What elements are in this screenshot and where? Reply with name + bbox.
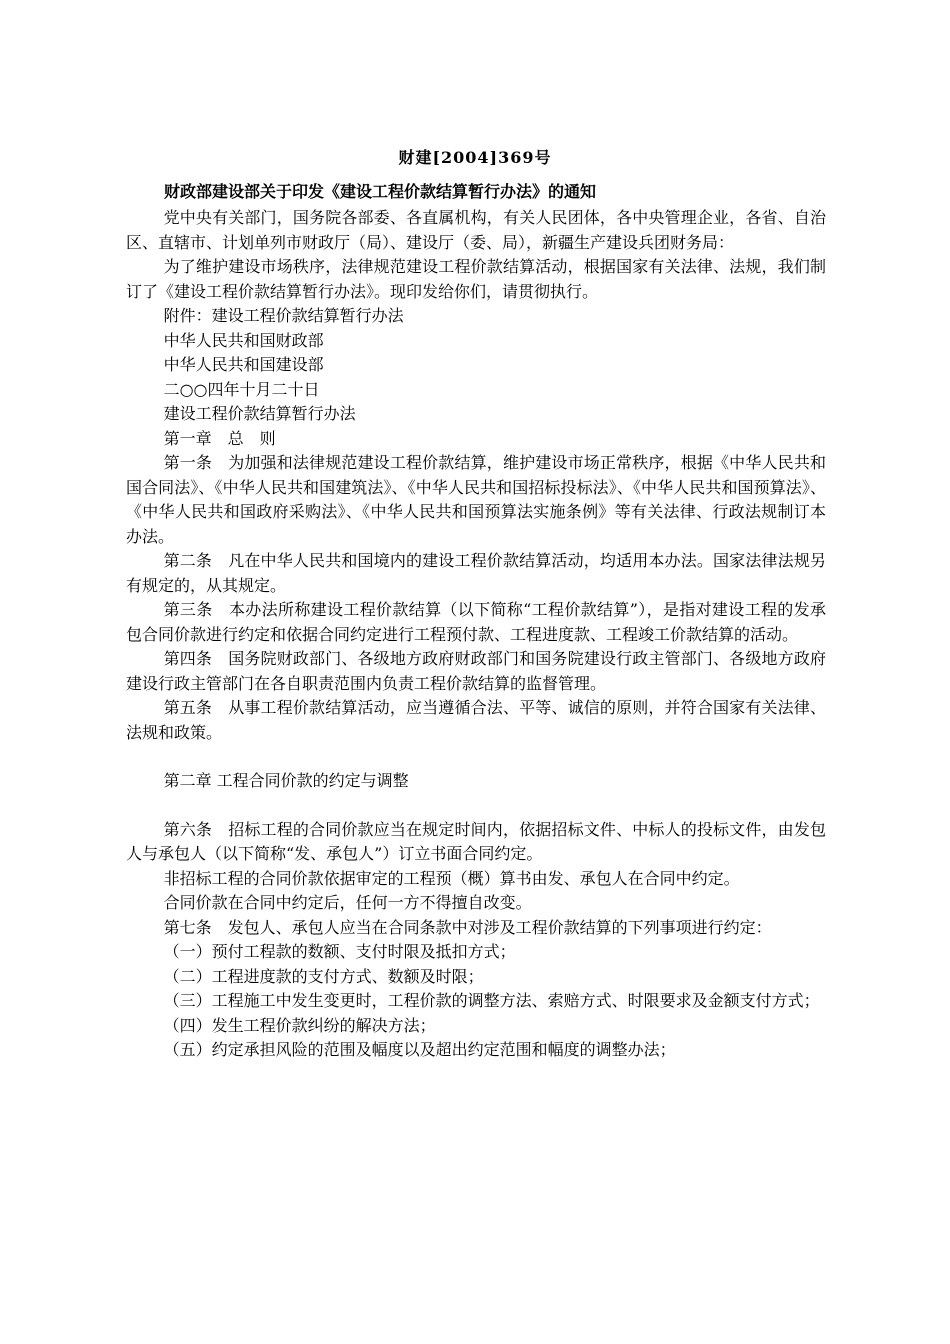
article-7-item-2: （二）工程进度款的支付方式、数额及时限； — [163, 966, 484, 986]
article-7-item-3: （三）工程施工中发生变更时，工程价款的调整方法、索赔方式、时限要求及金额支付方式； — [163, 991, 820, 1010]
chapter-1-heading: 第一章 总 则 — [163, 428, 276, 448]
attachment-line: 附件：建设工程价款结算暂行办法 — [163, 306, 404, 325]
document-body — [126, 206, 826, 1063]
issue-date: 二○○四年十月二十日 — [163, 379, 320, 399]
article-5: 第五条 从事工程价款结算活动，应当遵循合法、平等、诚信的原则，并符合国家有关法律、法规和政策。 — [126, 698, 826, 742]
article-2: 第二条 凡在中华人民共和国境内的建设工程价款结算活动，均适用本办法。国家法律法规另有规定的，从其规定。 — [126, 551, 826, 595]
notice-paragraph: 为了维护建设市场秩序，法律规范建设工程价款结算活动，根据国家有关法律、法规，我们制订了《建设工程价款结算暂行办法》。现印发给你们，请贯彻执行。 — [126, 257, 826, 301]
chapter-2-heading: 第二章 工程合同价款的约定与调整 — [163, 771, 409, 790]
issuer-ministry-of-finance: 中华人民共和国财政部 — [163, 330, 324, 350]
addressees-paragraph: 党中央有关部门，国务院各部委、各直属机构，有关人民团体，各中央管理企业，各省、自治区、直辖市、计划单列市财政厅（局）、建设厅（委、局），新疆生产建设兵团财务局： — [126, 208, 826, 252]
article-3: 第三条 本办法所称建设工程价款结算（以下简称“工程价款结算”），是指对建设工程的发承包合同价款进行约定和依据合同约定进行工程预付款、工程进度款、工程竣工价款结算的活动。 — [126, 600, 826, 644]
issuer-ministry-of-construction: 中华人民共和国建设部 — [163, 355, 324, 374]
measures-title: 建设工程价款结算暂行办法 — [163, 404, 356, 423]
article-7: 第七条 发包人、承包人应当在合同条款中对涉及工程价款结算的下列事项进行约定： — [163, 917, 772, 937]
article-7-item-5: （五）约定承担风险的范围及幅度以及超出约定范围和幅度的调整办法； — [163, 1040, 676, 1059]
article-6-clause-3: 合同价款在合同中约定后，任何一方不得擅自改变。 — [163, 893, 532, 912]
article-1: 第一条 为加强和法律规范建设工程价款结算，维护建设市场正常秩序，根据《中华人民共和国合同法》、《中华人民共和国建筑法》、《中华人民共和国招标投标法》、《中华人民共和国预算法》、《中华人民共和国政府采购法》、《中华人民共和国预算法实施条例》等有关法律、行政法规制订本办法。 — [126, 453, 826, 546]
article-6: 第六条 招标工程的合同价款应当在规定时间内，依据招标文件、中标人的投标文件，由发包人与承包人（以下简称“发、承包人”）订立书面合同约定。 — [126, 819, 826, 863]
article-4: 第四条 国务院财政部门、各级地方政府财政部门和国务院建设行政主管部门、各级地方政府建设行政主管部门在各自职责范围内负责工程价款结算的监督管理。 — [126, 649, 826, 693]
document-title: 财政部建设部关于印发《建设工程价款结算暂行办法》的通知 — [164, 182, 597, 201]
article-7-item-4: （四）发生工程价款纠纷的解决方法； — [163, 1015, 436, 1035]
article-6-clause-2: 非招标工程的合同价款依据审定的工程预（概）算书由发、承包人在合同中约定。 — [163, 868, 740, 888]
article-7-item-1: （一）预付工程款的数额、支付时限及抵扣方式； — [163, 942, 516, 961]
document-number: 财建[2004]369号 — [398, 148, 552, 167]
